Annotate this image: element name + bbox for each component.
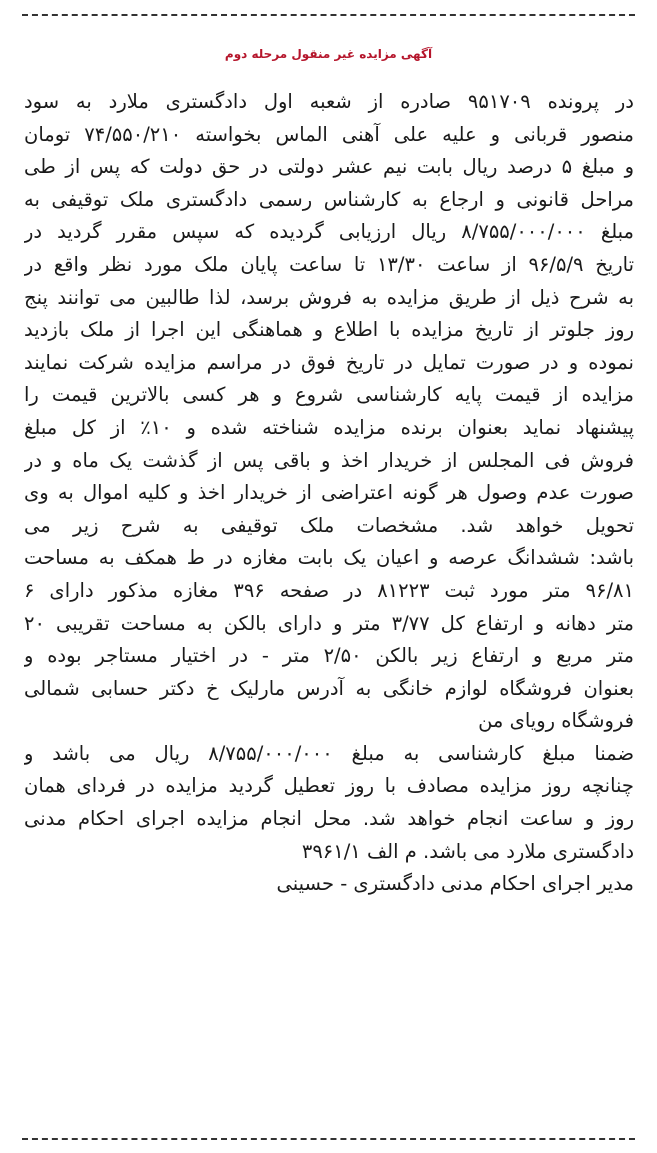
body-line-19: بعنوان فروشگاه لوازم خانگی به آدرس مارلیک خ دکتر حسابی شمالی xyxy=(24,676,634,700)
body-line-3: و مبلغ ۵ درصد ریال بابت نیم عشر دولتی در حق دولت که پس از طی xyxy=(24,155,634,179)
notice-body xyxy=(24,86,634,901)
top-dashed-rule xyxy=(22,14,635,16)
body-line-8: روز جلوتر از تاریخ مزایده با اطلاع و هماهنگی این اجرا از ملک بازدید xyxy=(24,318,634,342)
body-line-4: مراحل قانونی و ارجاع به کارشناس رسمی دادگستری ملک توقیفی به xyxy=(24,187,634,211)
body-line-21: ضمنا مبلغ کارشناسی به مبلغ ۸/۷۵۵/۰۰۰/۰۰۰ ریال می باشد و xyxy=(24,741,634,765)
body-line-15: باشد: ششدانگ عرصه و اعیان یک بابت مغازه در ط همکف به مساحت xyxy=(24,546,634,570)
body-line-9: نموده و در صورت تمایل در تاریخ فوق در مراسم مزایده شرکت نمایند xyxy=(24,350,634,374)
body-line-17: متر دهانه و ارتفاع کل ۳/۷۷ متر و دارای بالکن به مساحت تقریبی ۲۰ xyxy=(24,611,634,635)
body-line-24: دادگستری ملارد می باشد. م الف ۳۹۶۱/۱ xyxy=(301,839,634,863)
body-line-13: صورت عدم وصول هر گونه اعتراضی از خریدار اخذ و کلیه اموال به وی xyxy=(24,481,634,505)
body-line-7: به شرح ذیل از طریق مزایده به فروش برسد، لذا طالبین می توانند پنج xyxy=(24,285,634,309)
body-line-6: تاریخ ۹۶/۵/۹ از ساعت ۱۳/۳۰ تا ساعت پایان ملک مورد نظر واقع در xyxy=(24,252,634,276)
body-line-20: فروشگاه رویای من xyxy=(478,709,634,733)
body-line-23: روز و ساعت انجام خواهد شد. محل انجام مزایده اجرای احکام مدنی xyxy=(24,807,634,831)
body-line-11: پیشنهاد نماید بعنوان برنده مزایده شناخته شده و ۱۰٪ از کل مبلغ xyxy=(24,415,634,439)
body-line-12: فروش فی المجلس از خریدار اخذ و باقی پس از گذشت یک ماه و در xyxy=(24,448,634,472)
body-line-2: منصور قربانی و علیه علی آهنی الماس بخواسته ۷۴/۵۵۰/۲۱۰ تومان xyxy=(24,122,634,146)
signature-line: مدیر اجرای احکام مدنی دادگستری - حسینی xyxy=(276,872,634,896)
body-line-16: ۹۶/۸۱ متر مورد ثبت ۸۱۲۲۳ در صفحه ۳۹۶ مغازه مذکور دارای ۶ xyxy=(24,578,634,602)
body-line-22: چنانچه روز مزایده مصادف با روز تعطیل گردید مزایده در فردای همان xyxy=(24,774,634,798)
notice-title: آگهی مزایده غیر منقول مرحله دوم xyxy=(224,47,433,61)
body-line-1: در پرونده ۹۵۱۷۰۹ صادره از شعبه اول دادگستری ملارد به سود xyxy=(24,90,634,113)
body-line-14: تحویل خواهد شد. مشخصات ملک توقیفی به شرح زیر می xyxy=(24,513,634,537)
body-line-5: مبلغ ۸/۷۵۵/۰۰۰/۰۰۰ ریال ارزیابی گردیده که سپس مقرر گردید در xyxy=(24,220,634,244)
body-line-18: متر مربع و ارتفاع زیر بالکن ۲/۵۰ متر - در اختیار مستاجر بوده و xyxy=(24,644,634,668)
bottom-dashed-rule xyxy=(22,1138,635,1140)
body-line-10: مزایده از قیمت پایه کارشناسی شروع و هر کسی بالاترین قیمت را xyxy=(24,383,634,407)
